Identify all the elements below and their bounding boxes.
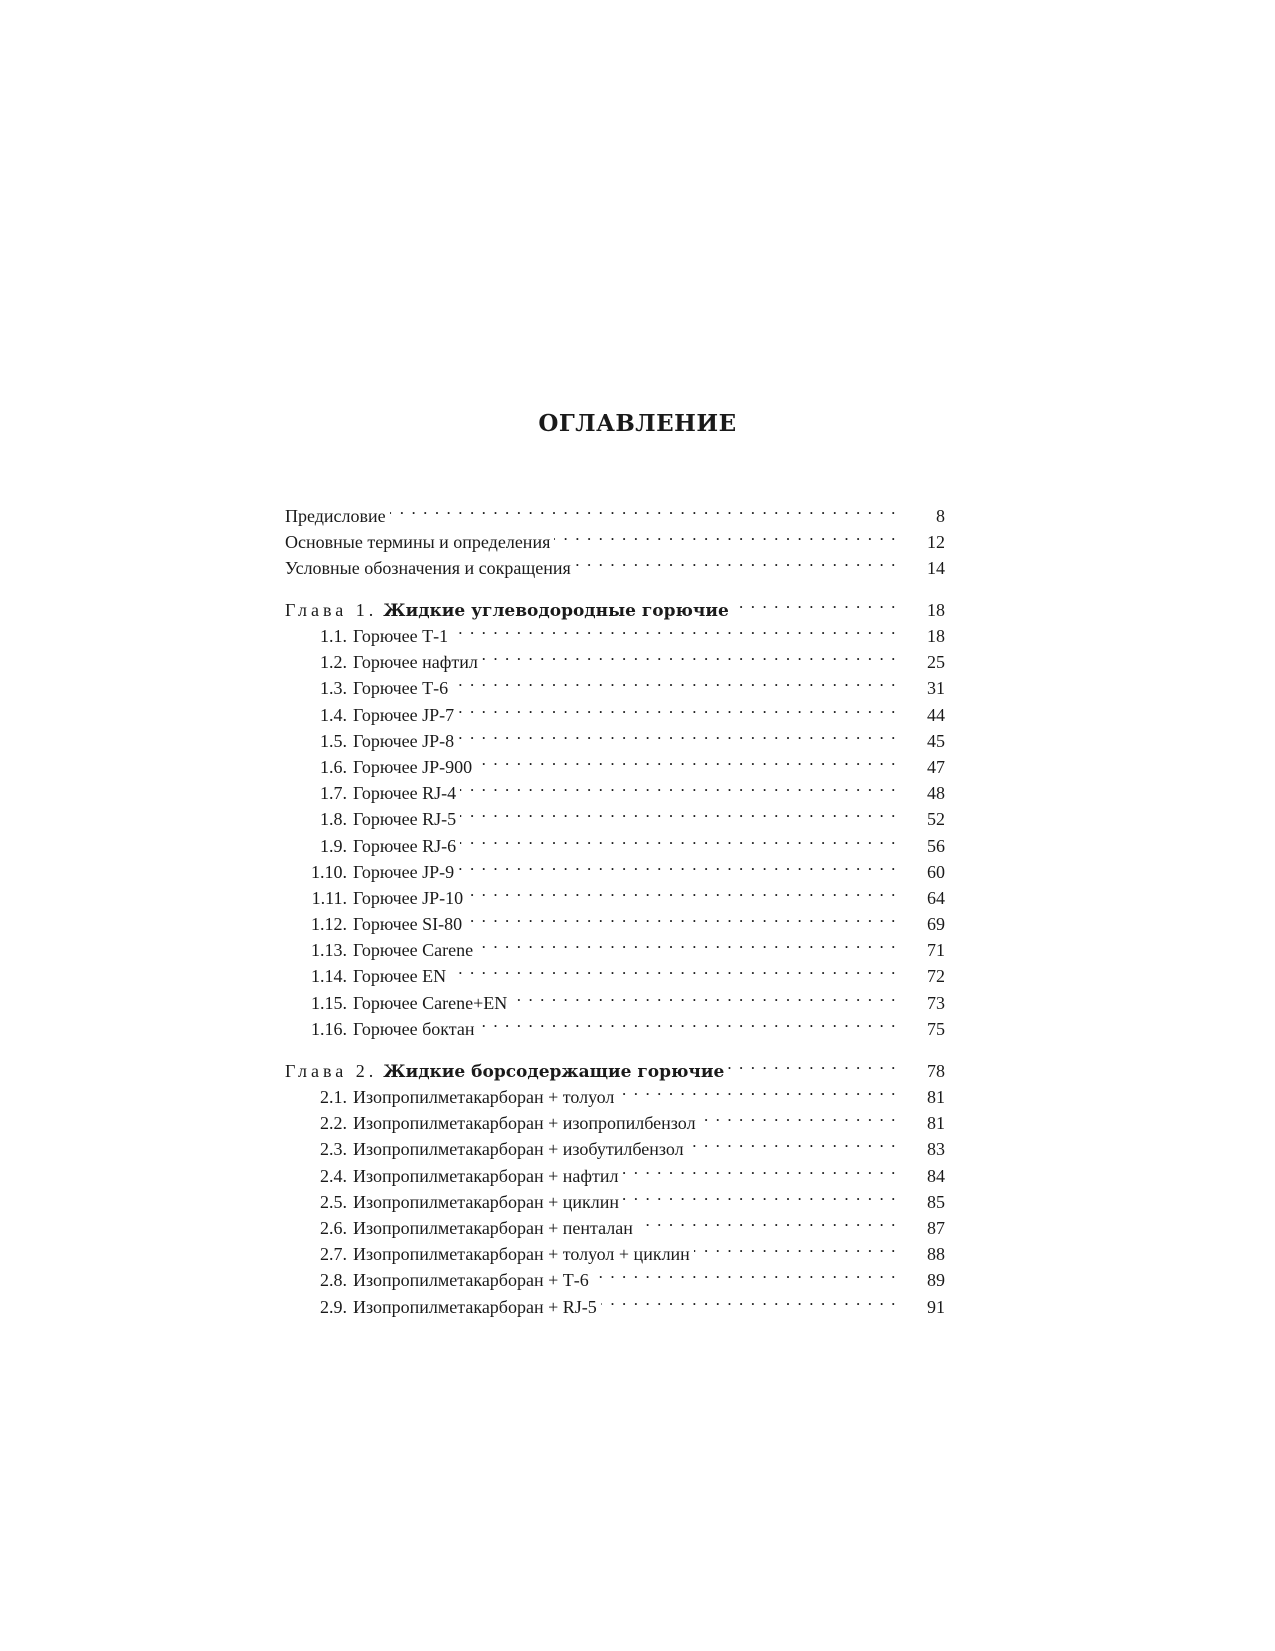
toc-entry-page: 8 — [936, 506, 945, 526]
toc-section-entry — [285, 721, 945, 751]
dot-leader — [575, 548, 897, 574]
toc-section-entry — [285, 1009, 945, 1039]
toc-section-entry — [285, 1260, 945, 1291]
toc-section-page: 18 — [927, 626, 945, 646]
dot-leader — [688, 1129, 897, 1155]
toc-section-number: 1.3. — [320, 678, 347, 699]
dot-leader — [733, 590, 897, 616]
toc-section-text: Горючее JP-8 — [353, 730, 455, 751]
toc-section-number: 1.10. — [311, 861, 347, 882]
toc-section-page: 88 — [927, 1244, 945, 1265]
dot-leader — [482, 642, 897, 668]
toc-section-number: 2.9. — [320, 1296, 347, 1317]
toc-section-entry — [285, 695, 945, 725]
toc-section-page: 25 — [927, 652, 945, 673]
toc-section-entry — [285, 878, 945, 908]
toc-section-page: 64 — [927, 887, 945, 908]
dot-leader — [458, 852, 897, 878]
toc-section-text: Горючее боктан — [353, 1018, 475, 1039]
dot-leader — [477, 930, 897, 956]
toc-section-number: 1.5. — [320, 730, 347, 751]
toc-section-text: Горючее RJ-6 — [353, 835, 457, 856]
toc-section-text: Изопропилметакарборан + нафтил — [353, 1165, 619, 1186]
toc-section-number: 2.3. — [320, 1139, 347, 1160]
toc-section-text: Изопропилметакарборан + циклин — [353, 1191, 619, 1212]
toc-entry-page: 78 — [927, 1061, 945, 1081]
toc-section-page: 56 — [927, 835, 945, 856]
toc-section-text: Горючее JP-900 — [353, 756, 473, 777]
dot-leader — [476, 747, 897, 773]
page-title: ОГЛАВЛЕНИЕ — [538, 410, 737, 437]
toc-section-page: 81 — [927, 1087, 945, 1107]
toc-section-number: 1.12. — [311, 914, 347, 935]
toc-section-page: 75 — [927, 1018, 945, 1039]
toc-section-number: 1.6. — [320, 756, 347, 777]
dot-leader — [458, 695, 897, 721]
toc-section-entry — [285, 1077, 945, 1107]
dot-leader — [460, 826, 897, 852]
toc-section-page: 48 — [927, 783, 945, 804]
toc-section-entry — [285, 1156, 945, 1186]
dot-leader — [593, 1260, 897, 1286]
toc-section-entry — [285, 1182, 945, 1212]
chapter-prefix: Глава 2. — [285, 1061, 378, 1081]
toc-section-number: 1.15. — [311, 992, 347, 1013]
toc-section-text: Горючее RJ-4 — [353, 783, 457, 804]
toc-section-number: 1.2. — [320, 652, 347, 673]
dot-leader — [466, 904, 897, 930]
toc-section-text: Горючее SI-80 — [353, 914, 463, 935]
dot-leader — [460, 773, 897, 799]
toc-section-number: 2.1. — [320, 1087, 347, 1107]
toc-section-number: 2.5. — [320, 1191, 347, 1212]
toc-section-entry — [285, 983, 945, 1013]
toc-section-page: 31 — [927, 678, 945, 699]
toc-section-text: Горючее JP-9 — [353, 861, 455, 882]
dot-leader — [450, 956, 897, 982]
dot-leader — [728, 1051, 897, 1077]
toc-section-entry — [285, 747, 945, 777]
toc-section-entry — [285, 642, 945, 673]
toc-section-page: 60 — [927, 861, 945, 882]
dot-leader — [390, 496, 897, 522]
dot-leader — [700, 1103, 897, 1129]
toc-entry-preface — [285, 496, 945, 526]
dot-leader — [467, 878, 897, 904]
toc-section-entry — [285, 616, 945, 646]
toc-section-entry — [285, 826, 945, 856]
toc-section-entry — [285, 1103, 945, 1134]
toc-section-text: Горючее Т-6 — [353, 678, 449, 699]
toc-section-entry — [285, 904, 945, 935]
toc-section-page: 85 — [927, 1191, 945, 1212]
toc-section-page: 73 — [927, 992, 945, 1013]
dot-leader — [452, 616, 897, 642]
chapter-prefix: Глава 1. — [285, 600, 378, 620]
toc-section-text: Изопропилметакарборан + толуол + циклин — [353, 1244, 690, 1265]
toc-section-entry — [285, 1129, 945, 1160]
toc-section-page: 91 — [927, 1296, 945, 1317]
dot-leader — [458, 721, 897, 747]
toc-section-page: 47 — [927, 756, 945, 777]
toc-section-page: 89 — [927, 1270, 945, 1291]
toc-entry-page: 14 — [927, 558, 945, 578]
toc-section-entry — [285, 668, 945, 699]
toc-section-number: 2.4. — [320, 1165, 347, 1186]
toc-section-number: 2.6. — [320, 1217, 347, 1238]
dot-leader — [637, 1208, 897, 1234]
toc-section-entry — [285, 1234, 945, 1265]
dot-leader — [618, 1077, 897, 1103]
toc-entry-text: Предисловие — [285, 506, 386, 526]
dot-leader — [511, 983, 897, 1009]
toc-section-text: Изопропилметакарборан + толуол — [353, 1087, 615, 1107]
toc-section-number: 1.7. — [320, 783, 347, 804]
toc-entry-text: Основные термины и определения — [285, 532, 551, 552]
toc-section-number: 1.16. — [311, 1018, 347, 1039]
toc-section-entry — [285, 1287, 945, 1317]
table-of-contents — [285, 496, 945, 1317]
toc-section-number: 1.14. — [311, 966, 347, 987]
toc-section-page: 81 — [927, 1113, 945, 1134]
toc-section-page: 71 — [927, 940, 945, 961]
dot-leader — [479, 1009, 898, 1035]
dot-leader — [623, 1182, 897, 1208]
toc-section-entry — [285, 1208, 945, 1238]
toc-entry-abbreviations — [285, 548, 945, 578]
toc-section-number: 1.9. — [320, 835, 347, 856]
toc-section-number: 1.1. — [320, 626, 347, 646]
toc-section-page: 87 — [927, 1217, 945, 1238]
toc-section-number: 2.8. — [320, 1270, 347, 1291]
toc-section-page: 84 — [927, 1165, 945, 1186]
toc-section-page: 44 — [927, 704, 945, 725]
toc-section-text: Горючее EN — [353, 966, 447, 987]
toc-section-page: 83 — [927, 1139, 945, 1160]
toc-chapter-2 — [285, 1051, 945, 1082]
toc-section-number: 1.11. — [311, 887, 347, 908]
toc-section-number: 2.7. — [320, 1244, 347, 1265]
toc-section-page: 52 — [927, 809, 945, 830]
toc-section-entry — [285, 773, 945, 804]
toc-section-page: 72 — [927, 966, 945, 987]
toc-section-text: Изопропилметакарборан + изобутилбензол — [353, 1139, 684, 1160]
toc-section-number: 1.13. — [311, 940, 347, 961]
toc-entry-page: 12 — [927, 532, 945, 552]
toc-section-text: Горючее RJ-5 — [353, 809, 457, 830]
toc-section-text: Горючее JP-10 — [353, 887, 464, 908]
toc-section-entry — [285, 930, 945, 961]
toc-section-entry — [285, 956, 945, 987]
dot-leader — [694, 1234, 897, 1260]
toc-section-number: 1.8. — [320, 809, 347, 830]
toc-section-entry — [285, 799, 945, 830]
dot-leader — [460, 799, 897, 825]
dot-leader — [554, 522, 897, 548]
toc-section-page: 45 — [927, 730, 945, 751]
toc-section-text: Горючее JP-7 — [353, 704, 455, 725]
toc-entry-terms — [285, 522, 945, 552]
toc-section-text: Изопропилметакарборан + пенталан — [353, 1217, 633, 1238]
toc-section-text: Изопропилметакарборан + изопропилбензол — [353, 1113, 696, 1134]
chapter-title: Жидкие углеводородные горючие — [383, 601, 729, 621]
toc-section-text: Изопропилметакарборан + Т-6 — [353, 1270, 589, 1291]
toc-entry-page: 18 — [927, 600, 945, 620]
toc-section-number: 2.2. — [320, 1113, 347, 1134]
toc-section-text: Горючее Т-1 — [353, 626, 449, 646]
toc-section-number: 1.4. — [320, 704, 347, 725]
toc-section-text: Горючее Carene — [353, 940, 474, 961]
dot-leader — [452, 668, 897, 694]
toc-section-entry — [285, 852, 945, 882]
toc-entry-text: Условные обозначения и сокращения — [285, 558, 571, 578]
dot-leader — [601, 1287, 897, 1313]
toc-section-text: Изопропилметакарборан + RJ-5 — [353, 1296, 597, 1317]
toc-section-text: Горючее Carene+EN — [353, 992, 508, 1013]
dot-leader — [623, 1156, 898, 1182]
toc-section-text: Горючее нафтил — [353, 652, 478, 673]
toc-chapter-1 — [285, 590, 945, 621]
chapter-title: Жидкие борсодержащие горючие — [383, 1062, 725, 1082]
toc-section-page: 69 — [927, 914, 945, 935]
